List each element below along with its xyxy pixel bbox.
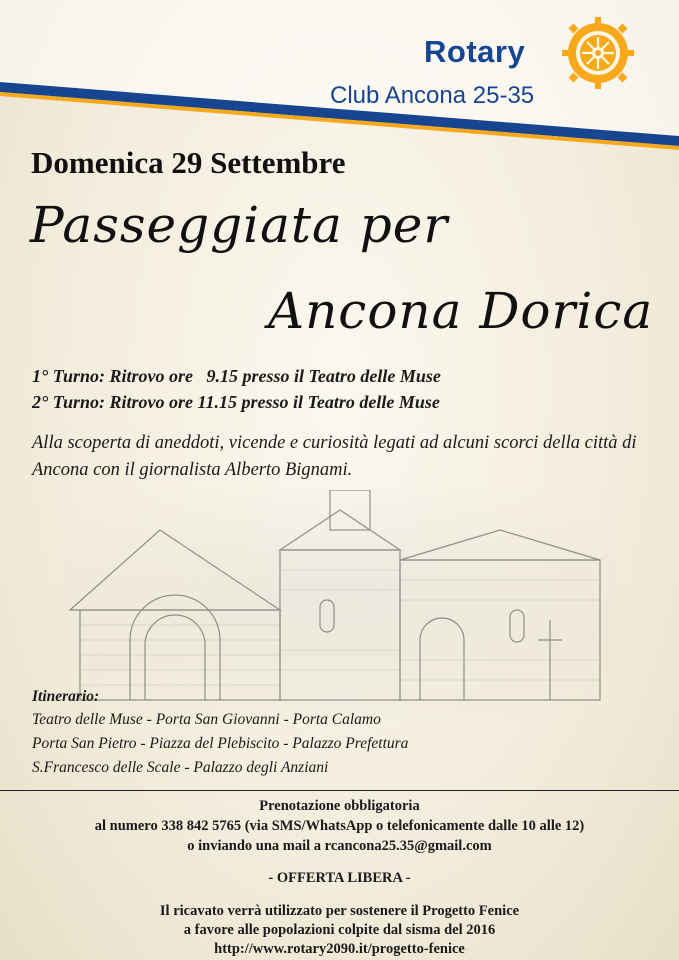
turn-1: 1° Turno: Ritrovo ore 9.15 presso il Teatro delle Muse (32, 366, 441, 386)
itinerary-line: Porta San Pietro - Piazza del Plebiscito - Palazzo Prefettura (32, 735, 409, 752)
booking-title: Prenotazione obbligatoria (259, 798, 420, 814)
event-date: Domenica 29 Settembre (31, 145, 346, 180)
church-illustration (60, 490, 620, 720)
turn-2: 2° Turno: Ritrovo ore 11.15 presso il Teatro delle Muse (32, 392, 440, 412)
event-title-line1: Passeggiata per (30, 196, 449, 254)
rotary-brand: Rotary (424, 34, 526, 69)
free-offer: - OFFERTA LIBERA - (268, 870, 411, 886)
divider (0, 790, 679, 791)
proceeds-line1: Il ricavato verrà utilizzato per sostenere il Progetto Fenice (159, 903, 520, 919)
event-title-line2: Ancona Dorica (268, 282, 654, 340)
event-description: Alla scoperta di aneddoti, vicende e curiosità legati ad alcuni scorci della città di Ancona con il giornalista Alberto Bignami. (32, 433, 637, 480)
club-name: Club Ancona 25-35 (330, 82, 535, 109)
project-url: http://www.rotary2090.it/progetto-fenice (214, 941, 465, 957)
itinerary-line: Teatro delle Muse - Porta San Giovanni - Porta Calamo (32, 711, 381, 728)
itinerary-title: Itinerario: (32, 688, 100, 705)
itinerary-line: S.Francesco delle Scale - Palazzo degli Anziani (32, 759, 329, 776)
proceeds-line2: a favore alle popolazioni colpite dal sisma del 2016 (183, 922, 496, 938)
rotary-wheel-logo (561, 16, 635, 90)
booking-phone: al numero 338 842 5765 (via SMS/WhatsApp o telefonicamente dalle 10 alle 12) (94, 818, 585, 834)
booking-mail: o inviando una mail a rcancona25.35@gmail.com (187, 838, 492, 854)
